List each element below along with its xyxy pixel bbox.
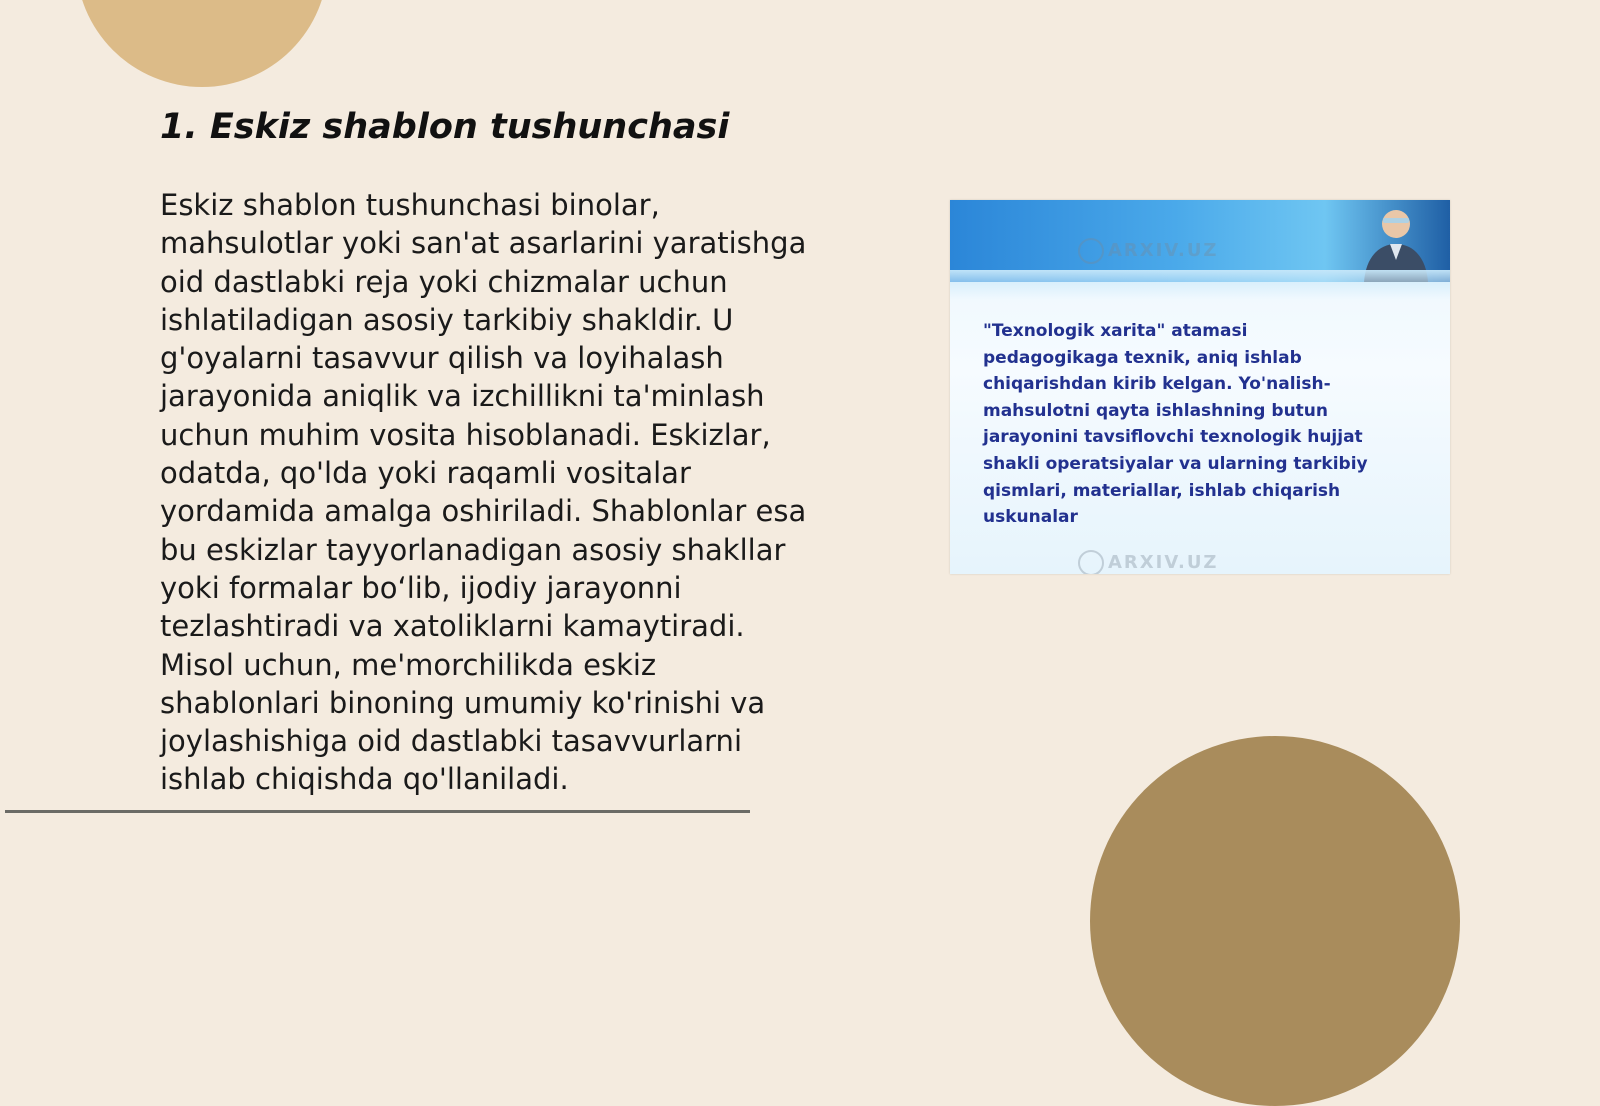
- watermark-text: ARXIV.UZ: [1108, 552, 1219, 573]
- slide-title: 1. Eskiz shablon tushunchasi: [160, 107, 730, 147]
- embedded-image: [950, 200, 1450, 574]
- watermark-logo-icon: [1078, 238, 1104, 264]
- image-text: "Texnologik xarita" atamasi pedagogikaga texnik, aniq ishlab chiqarishdan kirib kelgan. Yo'nalish- mahsulotni qayta ishlashning butun jarayonini tavsiflovchi texnologik hujjat shakli operatsiyalar va ularning tarkibiy qismlari, materiallar, ishlab chiqarish uskunalar: [983, 321, 1368, 528]
- slide-body-text: Eskiz shablon tushunchasi binolar, mahsulotlar yoki san'at asarlarini yaratishga oid dastlabki reja yoki chizmalar uchun ishlatiladigan asosiy tarkibiy shakldir. U g'oyalarni tasavvur qilish va loyihalash jarayonida aniqlik va izchillikni ta'minlash uchun muhim vosita hisoblanadi. Eskizlar, odatda, qo'lda yoki raqamli vositalar yordamida amalga oshiriladi. Shablonlar esa bu eskizlar tayyorlanadigan asosiy shakllar yoki formalar bo‘lib, ijodiy jarayonni tezlashtiradi va xatoliklarni kamaytiradi. Misol uchun, me'morchilikda eskiz shablonlari binoning umumiy ko'rinishi va joylashishiga oid dastlabki tasavvurlarni ishlab chiqishda qo'llaniladi.: [160, 188, 807, 797]
- watermark-bottom: [1078, 550, 1218, 574]
- divider-line: [5, 810, 750, 813]
- watermark-logo-icon: [1078, 550, 1104, 574]
- decorative-circle-bottom: [1090, 736, 1460, 1106]
- decorative-circle-top: [76, 0, 328, 87]
- person-icon: [1350, 200, 1432, 282]
- watermark-top: [1078, 238, 1218, 264]
- watermark-text: ARXIV.UZ: [1108, 240, 1219, 261]
